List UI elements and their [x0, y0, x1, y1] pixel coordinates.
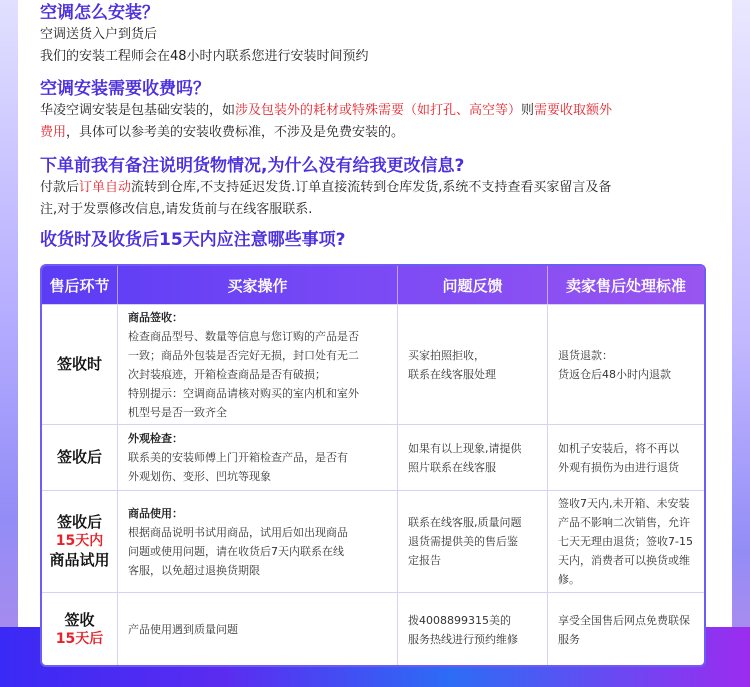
stage-cell — [42, 491, 118, 592]
feedback-cell — [398, 491, 548, 592]
answer-text: 则 — [521, 103, 535, 118]
decorative-right-gradient — [732, 0, 750, 687]
answer-text: 流转到仓库,不支持延迟发货.订单直接流转到仓库发货,系统不支持查看买家留言及备 — [131, 180, 612, 195]
standard-cell — [548, 425, 704, 490]
faq-section-install — [40, 2, 720, 68]
standard-line: 如机子安装后，将不再以 — [558, 441, 679, 455]
feedback-cell — [398, 305, 548, 424]
feedback-cell — [398, 593, 548, 666]
operation-title: 商品签收： — [128, 310, 183, 324]
table-row — [42, 304, 704, 424]
faq-answer-line: 我们的安装工程师会在48小时内联系您进行安装时间预约 — [40, 49, 369, 64]
operation-line: 特别提示：空调商品请核对购买的室内机和室外 — [128, 386, 359, 400]
feedback-line: 买家拍照拒收， — [408, 348, 485, 362]
answer-text: 注,对于发票修改信息,请发货前与在线客服联系. — [40, 202, 313, 217]
stage-label-extra: 商品试用 — [49, 551, 110, 569]
standard-line: 七天无理由退货；签收7-15 — [558, 535, 693, 548]
answer-highlight: 订单自动 — [79, 180, 132, 195]
standard-line: 退货退款： — [558, 348, 613, 362]
answer-text: ，具体可以参考美的安装收费标准，不涉及是免费安装的。 — [66, 125, 405, 140]
faq-answer — [40, 177, 712, 221]
faq-answer-line: 空调送货入户到货后 — [40, 27, 158, 42]
standard-line: 外观有损伤为由进行退货 — [558, 460, 679, 474]
standard-line: 签收7天内,未开箱、未安装 — [558, 497, 690, 510]
header-feedback: 问题反馈 — [398, 266, 548, 304]
stage-cell — [42, 305, 118, 424]
header-stage: 售后环节 — [42, 266, 118, 304]
buyer-operation-cell — [118, 305, 398, 424]
operation-line: 联系美的安装师傅上门开箱检查产品，是否有 — [128, 451, 348, 464]
stage-label: 签收 — [64, 610, 95, 629]
faq-answer — [40, 100, 712, 144]
faq-section-receipt — [40, 229, 720, 251]
header-buyer-operation: 买家操作 — [118, 266, 398, 304]
operation-line: 产品使用遇到质量问题 — [128, 623, 238, 636]
feedback-line: 退货需提供美的售后鉴 — [408, 535, 518, 548]
table-row — [42, 424, 704, 490]
operation-line: 机型号是否一致齐全 — [128, 405, 227, 419]
stage-label: 签收后 — [56, 448, 102, 466]
buyer-operation-cell — [118, 593, 398, 666]
standard-line: 货返仓后48小时内退款 — [558, 367, 671, 381]
operation-line: 检查商品型号、数量等信息与您订购的产品是否 — [128, 329, 359, 343]
faq-question: 下单前我有备注说明货物情况,为什么没有给我更改信息? — [40, 156, 465, 176]
stage-label-period: 15天后 — [55, 630, 104, 647]
stage-label: 签收时 — [56, 355, 102, 373]
feedback-line: 联系在线客服处理 — [408, 367, 496, 381]
operation-line: 一致；商品外包装是否完好无损，封口处有无二 — [128, 348, 359, 362]
standard-line: 修。 — [558, 573, 580, 586]
standard-cell — [548, 305, 704, 424]
answer-highlight: 涉及包装外的耗材或特殊需要（如打孔、高空等） — [235, 103, 522, 118]
feedback-line: 拨4008899315美的 — [408, 613, 511, 627]
answer-text: 华凌空调安装是包基础安装的，如 — [40, 103, 236, 118]
operation-title: 外观检查： — [128, 432, 183, 445]
operation-line: 外观划伤、变形、凹坑等现象 — [128, 470, 271, 483]
answer-highlight: 费用 — [40, 125, 67, 140]
header-seller-standard: 卖家售后处理标准 — [565, 276, 686, 295]
faq-question: 空调安装需要收费吗？ — [40, 79, 210, 99]
standard-cell — [548, 593, 704, 666]
answer-text: 付款后 — [40, 180, 80, 195]
standard-line: 享受全国售后网点免费联保 — [558, 613, 690, 627]
table-header — [42, 266, 704, 304]
buyer-operation-cell — [118, 491, 398, 592]
feedback-line: 联系在线客服,质量问题 — [408, 516, 522, 529]
feedback-cell — [398, 425, 548, 490]
operation-line: 次封装痕迹，开箱检查商品是否有破损； — [128, 367, 326, 381]
answer-highlight: 需要收取额外 — [534, 103, 613, 118]
operation-line: 客服，以免超过退换货期限 — [128, 563, 260, 577]
feedback-line: 定报告 — [408, 554, 441, 567]
stage-label-period: 15天内 — [55, 533, 104, 549]
faq-question: 收货时及收货后15天内应注意哪些事项? — [40, 230, 346, 250]
feedback-line: 照片联系在线客服 — [408, 460, 496, 474]
faq-question: 空调怎么安装？ — [40, 3, 159, 23]
table-row — [42, 490, 704, 592]
table-row — [42, 592, 704, 666]
decorative-left-gradient — [0, 0, 18, 687]
stage-cell — [42, 593, 118, 666]
feedback-line: 如果有以上现象,请提供 — [408, 441, 522, 455]
faq-section-fee — [40, 78, 720, 144]
faq-section-notes — [40, 155, 720, 221]
stage-cell — [42, 425, 118, 490]
after-sales-table — [40, 264, 706, 667]
operation-title: 商品使用： — [128, 506, 183, 520]
buyer-operation-cell — [118, 425, 398, 490]
operation-line: 根据商品说明书试用商品，试用后如出现商品 — [128, 525, 348, 539]
operation-line: 问题或使用问题，请在收货后7天内联系在线 — [128, 544, 344, 558]
feedback-line: 服务热线进行预约维修 — [408, 632, 518, 646]
standard-line: 服务 — [558, 632, 580, 646]
stage-label: 签收后 — [56, 513, 102, 531]
standard-line: 产品不影响二次销售，允许 — [558, 516, 690, 529]
standard-cell — [548, 491, 704, 592]
standard-line: 天内，消费者可以换货或维 — [558, 554, 690, 567]
